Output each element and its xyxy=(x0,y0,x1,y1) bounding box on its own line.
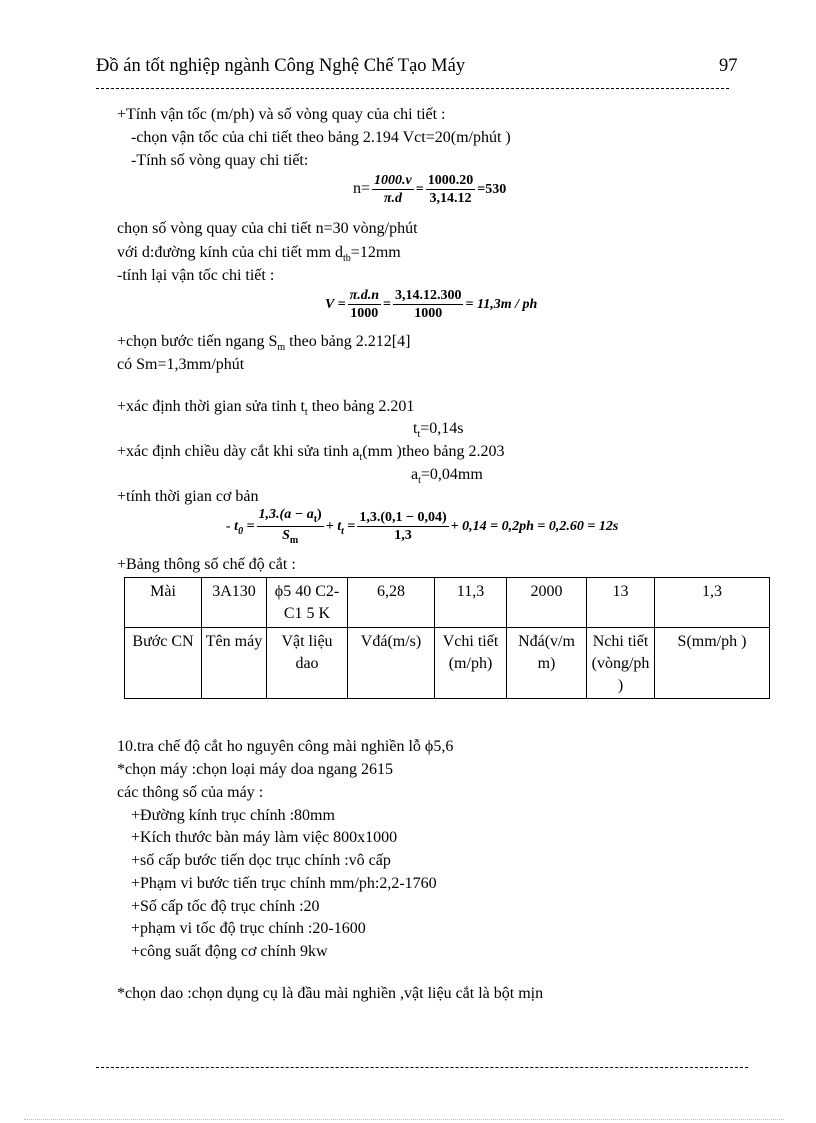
list-item: +Kích thước bàn máy làm việc 800x1000 xyxy=(131,829,398,846)
text-line: +xác định thời gian sửa tinh $t_t$ theo bảng 2.201 xyxy=(117,398,415,419)
text-line: -chọn vận tốc của chi tiết theo bảng 2.194 Vct=20(m/phút ) xyxy=(131,129,511,146)
text-line: +xác định chiều dày cắt khi sửa tinh $a_t(mm$ )theo bảng 2.203 xyxy=(117,443,505,464)
table-cell: 3A130 xyxy=(202,578,267,628)
table-header-cell: Vchi tiết (m/ph) xyxy=(435,628,507,699)
page-edge-divider xyxy=(24,1119,784,1120)
text-line: -tính lại vận tốc chi tiết : xyxy=(117,267,275,284)
list-item: +Số cấp tốc độ trục chính :20 xyxy=(131,898,320,915)
formula-velocity: V = $\frac{\pi.d.n}{1000}$ = $\frac{3,14.12.300}{1000}$ = 11,3m / ph xyxy=(325,288,538,321)
table-header-cell: S(mm/ph ) xyxy=(655,628,770,699)
text-line: các thông số của máy : xyxy=(117,784,264,801)
text-line: *chọn máy :chọn loại máy doa ngang 2615 xyxy=(117,761,393,778)
table-header-cell: Nchi tiết (vòng/ph ) xyxy=(587,628,655,699)
text-line: +tính thời gian cơ bản xyxy=(117,488,259,505)
cutting-parameters-table xyxy=(124,577,770,699)
text-line: $t_t=0,14s$ xyxy=(413,420,464,441)
page-number: 97 xyxy=(719,56,738,76)
formula-rotation-speed: n= $\frac{1000.v}{\pi.d}$ = $\frac{1000.20}{3,14.12}$ =530 xyxy=(353,173,507,206)
list-item: +số cấp bước tiến dọc trục chính :vô cấp xyxy=(131,852,391,869)
table-row xyxy=(125,628,770,699)
list-item: +công suất động cơ chính 9kw xyxy=(131,943,328,960)
table-cell: 2000 xyxy=(507,578,587,628)
table-cell: Mài xyxy=(125,578,202,628)
text-line: *chọn dao :chọn dụng cụ là đầu mài nghiền ,vật liệu cắt là bột mịn xyxy=(117,985,544,1002)
table-cell: ϕ5 40 C2-C1 5 K xyxy=(267,578,348,628)
section-heading: 10.tra chế độ cắt ho nguyên công mài nghiền lỗ ϕ5,6 xyxy=(117,738,454,755)
table-cell: 1,3 xyxy=(655,578,770,628)
list-item: +phạm vi tốc độ trục chính :20-1600 xyxy=(131,920,366,937)
table-header-cell: Tên máy xyxy=(202,628,267,699)
list-item: +Đường kính trục chính :80mm xyxy=(131,807,335,824)
formula-machining-time: - $t_0$ = $\frac{1,3.(a - a_t)}{S_m}$ + $t_t$ = $\frac{1,3.(0,1 - 0,04)}{1,3}$ + 0,14 = 0,2ph = 0,2.60 = 12s xyxy=(226,507,619,546)
text-line: +Bảng thông số chế độ cắt : xyxy=(117,556,296,573)
text-line: có Sm=1,3mm/phút xyxy=(117,356,245,373)
text-line: chọn số vòng quay của chi tiết n=30 vòng/phút xyxy=(117,220,418,237)
text-line: -Tính số vòng quay chi tiết: xyxy=(131,152,309,169)
text-line: +chọn bước tiến ngang $S_m$ theo bảng 2.212[4] xyxy=(117,333,411,354)
document-title: Đồ án tốt nghiệp ngành Công Nghệ Chế Tạo Máy xyxy=(96,56,466,76)
text-line: $a_t=0,04mm$ xyxy=(411,466,483,487)
table-cell: 11,3 xyxy=(435,578,507,628)
table-header-cell: Nđá(v/m m) xyxy=(507,628,587,699)
header-divider xyxy=(96,88,729,89)
table-cell: 13 xyxy=(587,578,655,628)
table-header-cell: Bước CN xyxy=(125,628,202,699)
table-header-cell: Vật liệu dao xyxy=(267,628,348,699)
table-header-cell: Vđá(m/s) xyxy=(348,628,435,699)
list-item: +Phạm vi bước tiến trục chính mm/ph:2,2-1760 xyxy=(131,875,437,892)
footer-divider xyxy=(96,1067,748,1068)
text-line: với d:đường kính của chi tiết mm $d_{tb}=12mm$ xyxy=(117,244,401,265)
text-line: +Tính vận tốc (m/ph) và số vòng quay của chi tiết : xyxy=(117,106,446,123)
table-cell: 6,28 xyxy=(348,578,435,628)
table-row xyxy=(125,578,770,628)
